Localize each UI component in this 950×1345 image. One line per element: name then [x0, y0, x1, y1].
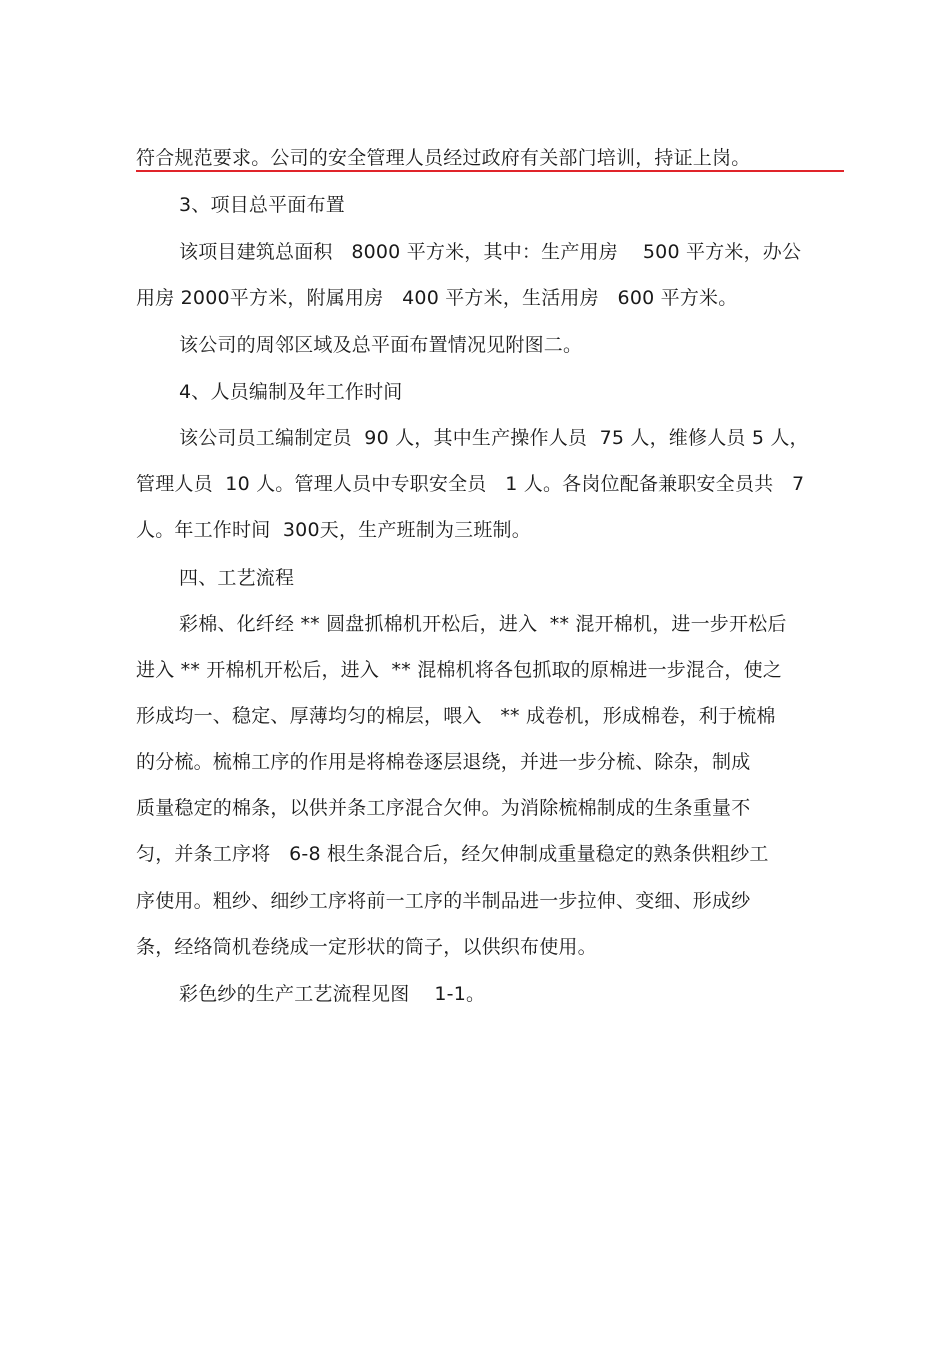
paragraph-line-1: 符合规范要求。公司的安全管理人员经过政府有关部门培训，持证上岗。 — [136, 147, 751, 169]
section-heading-four: 四、工艺流程 — [179, 567, 295, 589]
paragraph-line-11: 彩棉、化纤经 ** 圆盘抓棉机开松后，进入 ** 混开棉机，进一步开松后 — [179, 613, 787, 635]
paragraph-line-5: 该公司的周邻区域及总平面布置情况见附图二。 — [179, 334, 583, 356]
paragraph-line-9: 人。年工作时间 300天，生产班制为三班制。 — [136, 519, 531, 541]
paragraph-line-13: 形成均一、稳定、厚薄均匀的棉层，喂入 ** 成卷机，形成棉卷，利于梳棉 — [136, 705, 776, 727]
paragraph-line-4: 用房 2000平方米，附属用房 400 平方米，生活用房 600 平方米。 — [136, 287, 738, 309]
paragraph-line-17: 序使用。粗纱、细纱工序将前一工序的半制品进一步拉伸、变细、形成纱 — [136, 890, 751, 912]
section-heading-4: 4、人员编制及年工作时间 — [179, 381, 403, 403]
paragraph-line-3: 该项目建筑总面积 8000 平方米，其中：生产用房 500 平方米，办公 — [179, 241, 802, 263]
paragraph-line-8: 管理人员 10 人。管理人员中专职安全员 1 人。各岗位配备兼职安全员共 7 — [136, 473, 805, 495]
paragraph-line-18: 条，经络筒机卷绕成一定形状的筒子，以供织布使用。 — [136, 936, 597, 958]
paragraph-line-15: 质量稳定的棉条，以供并条工序混合欠伸。为消除梳棉制成的生条重量不 — [136, 797, 751, 819]
paragraph-line-7: 该公司员工编制定员 90 人，其中生产操作人员 75 人，维修人员 5 人， — [179, 427, 809, 449]
paragraph-line-14: 的分梳。梳棉工序的作用是将棉卷逐层退绕，并进一步分梳、除杂，制成 — [136, 751, 751, 773]
paragraph-line-19: 彩色纱的生产工艺流程见图 1-1。 — [179, 983, 486, 1005]
paragraph-line-16: 匀，并条工序将 6-8 根生条混合后，经欠伸制成重量稳定的熟条供粗纱工 — [136, 843, 769, 865]
section-heading-3: 3、项目总平面布置 — [179, 194, 345, 216]
paragraph-line-12: 进入 ** 开棉机开松后，进入 ** 混棉机将各包抓取的原棉进一步混合，使之 — [136, 659, 782, 681]
red-underline-rule — [136, 170, 844, 172]
